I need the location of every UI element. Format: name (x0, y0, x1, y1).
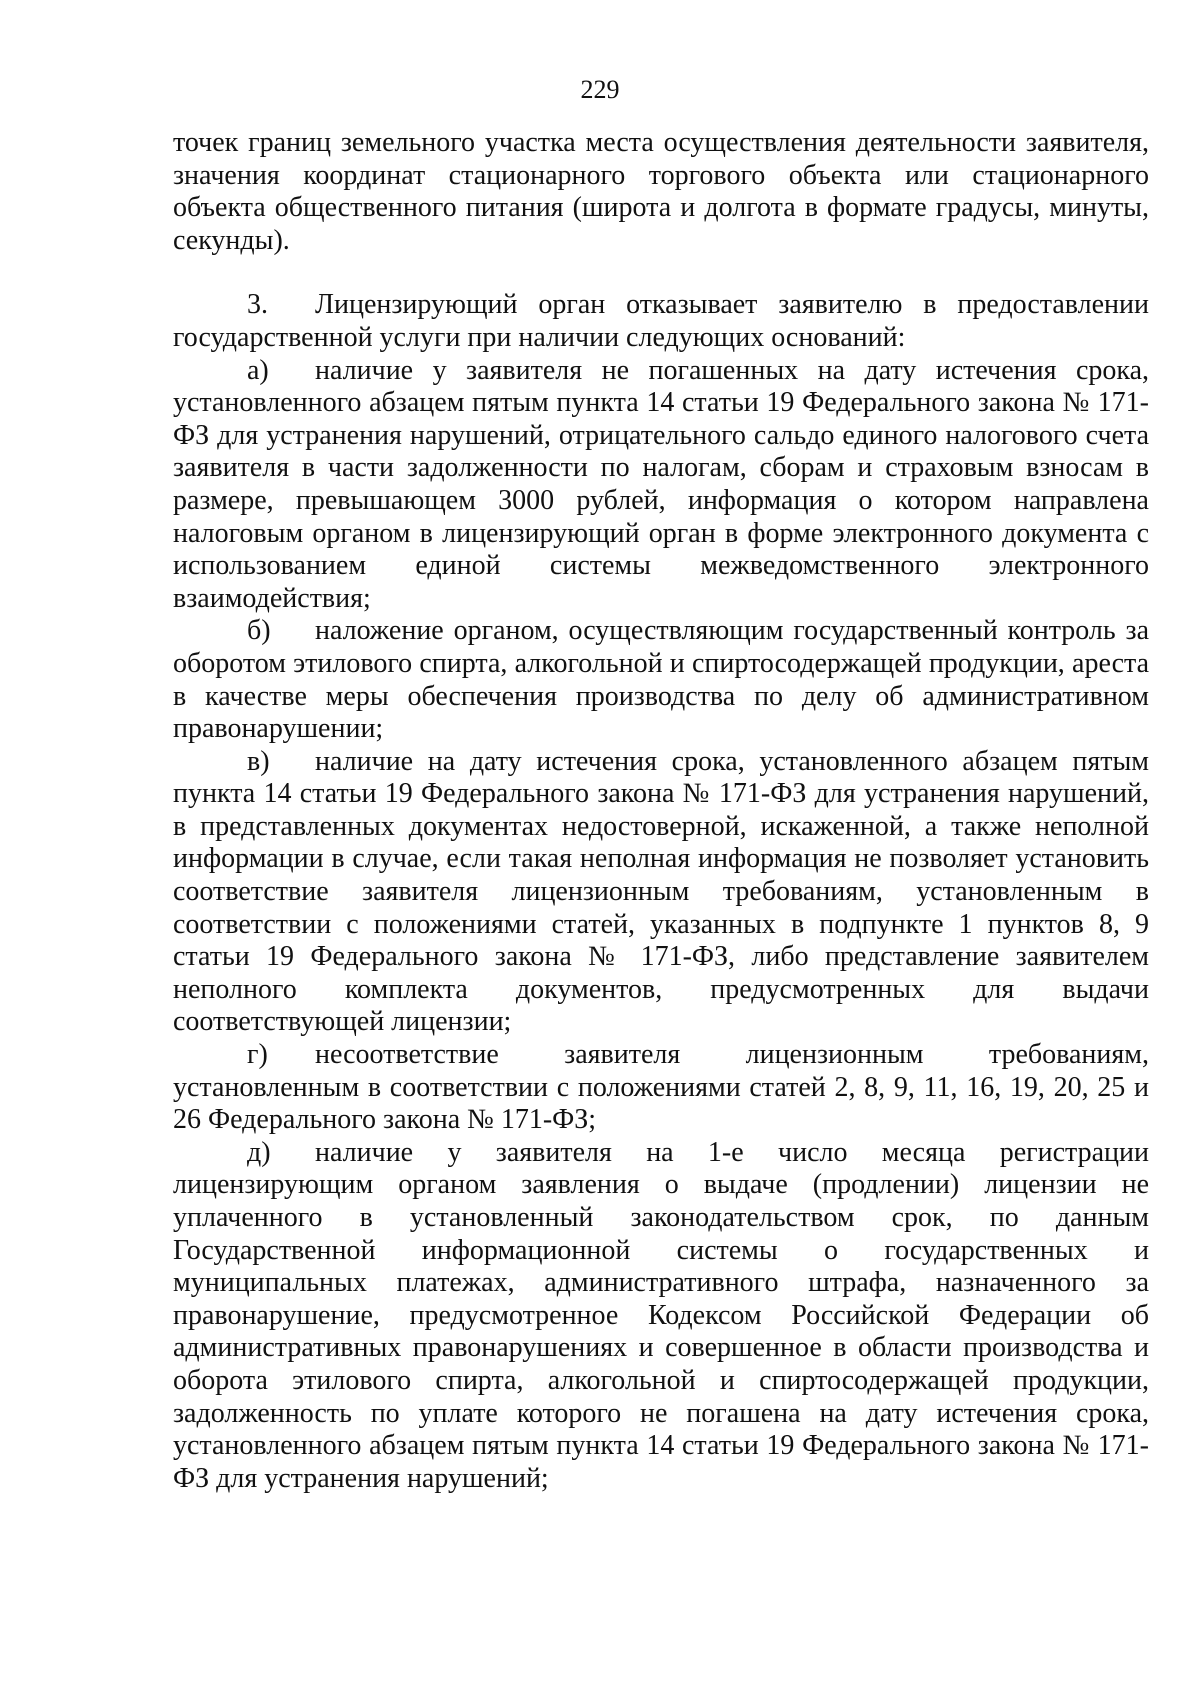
paragraph-text: несоответствие заявителя лицензионным требованиям, установленным в соответствии с положениями статей 2, 8, 9, 11, 16, 19, 20, 25 и 26 Федерального закона № 171-ФЗ; (173, 1039, 1149, 1136)
paragraph-subitem-a (173, 355, 1149, 616)
paragraph-item-3 (173, 289, 1149, 354)
paragraph-text: наложение органом, осуществляющим государственный контроль за оборотом этилового спирта, алкогольной и спиртосодержащей продукции, ареста в качестве меры обеспечения производства по делу об административном правонарушении; (173, 615, 1149, 745)
document-body (173, 127, 1149, 1495)
paragraph-text: точек границ земельного участка места осуществления деятельности заявителя, значения координат стационарного торгового объекта или стационарного объекта общественного питания (широта и долгота в формате градусы, минуты, секунды). (173, 127, 1149, 256)
subitem-marker: а) (247, 354, 269, 386)
subitem-marker: б) (247, 615, 271, 647)
paragraph-subitem-d (173, 1137, 1149, 1496)
paragraph-subitem-b (173, 615, 1149, 745)
paragraph-text: наличие у заявителя не погашенных на дату истечения срока, установленного абзацем пятым пункта 14 статьи 19 Федерального закона № 171-ФЗ для устранения нарушений, отрицательного сальдо единого налогового счета заявителя в части задолженности по налогам, сборам и страховым взносам в размере, превышающем 3000 рублей, информация о котором направлена налоговым органом в лицензирующий орган в форме электронного документа с использованием единой системы межведомственного электронного взаимодействия; (173, 354, 1149, 614)
paragraph-text: Лицензирующий орган отказывает заявителю в предоставлении государственной услуги при наличии следующих оснований: (173, 289, 1149, 353)
paragraph-text: наличие на дату истечения срока, установленного абзацем пятым пункта 14 статьи 19 Федерального закона № 171-ФЗ для устранения нарушений, в представленных документах недостоверной, искаженной, а также неполной информации в случае, если такая неполная информация не позволяет установить соответствие заявителя лицензионным требованиям, установленным в соответствии с положениями статей, указанных в подпункте 1 пунктов 8, 9 статьи 19 Федерального закона № 171-ФЗ, либо представление заявителем неполного комплекта документов, предусмотренных для выдачи соответствующей лицензии; (173, 745, 1149, 1038)
item-marker: 3. (247, 289, 268, 321)
subitem-marker: г) (247, 1039, 268, 1071)
page-number: 229 (580, 75, 620, 104)
subitem-marker: в) (247, 745, 270, 777)
paragraph-continuation (173, 127, 1149, 257)
paragraph-subitem-v (173, 746, 1149, 1039)
paragraph-text: наличие у заявителя на 1-е число месяца регистрации лицензирующим органом заявления о выдаче (продлении) лицензии не уплаченного в установленный законодательством срок, по данным Государственной информационной системы о государственных и муниципальных платежах, административного штрафа, назначенного за правонарушение, предусмотренное Кодексом Российской Федерации об административных правонарушениях и совершенное в области производства и оборота этилового спирта, алкогольной и спиртосодержащей продукции, задолженность по уплате которого не погашена на дату истечения срока, установленного абзацем пятым пункта 14 статьи 19 Федерального закона № 171-ФЗ для устранения нарушений; (173, 1136, 1149, 1494)
paragraph-subitem-g (173, 1039, 1149, 1137)
subitem-marker: д) (247, 1136, 271, 1168)
